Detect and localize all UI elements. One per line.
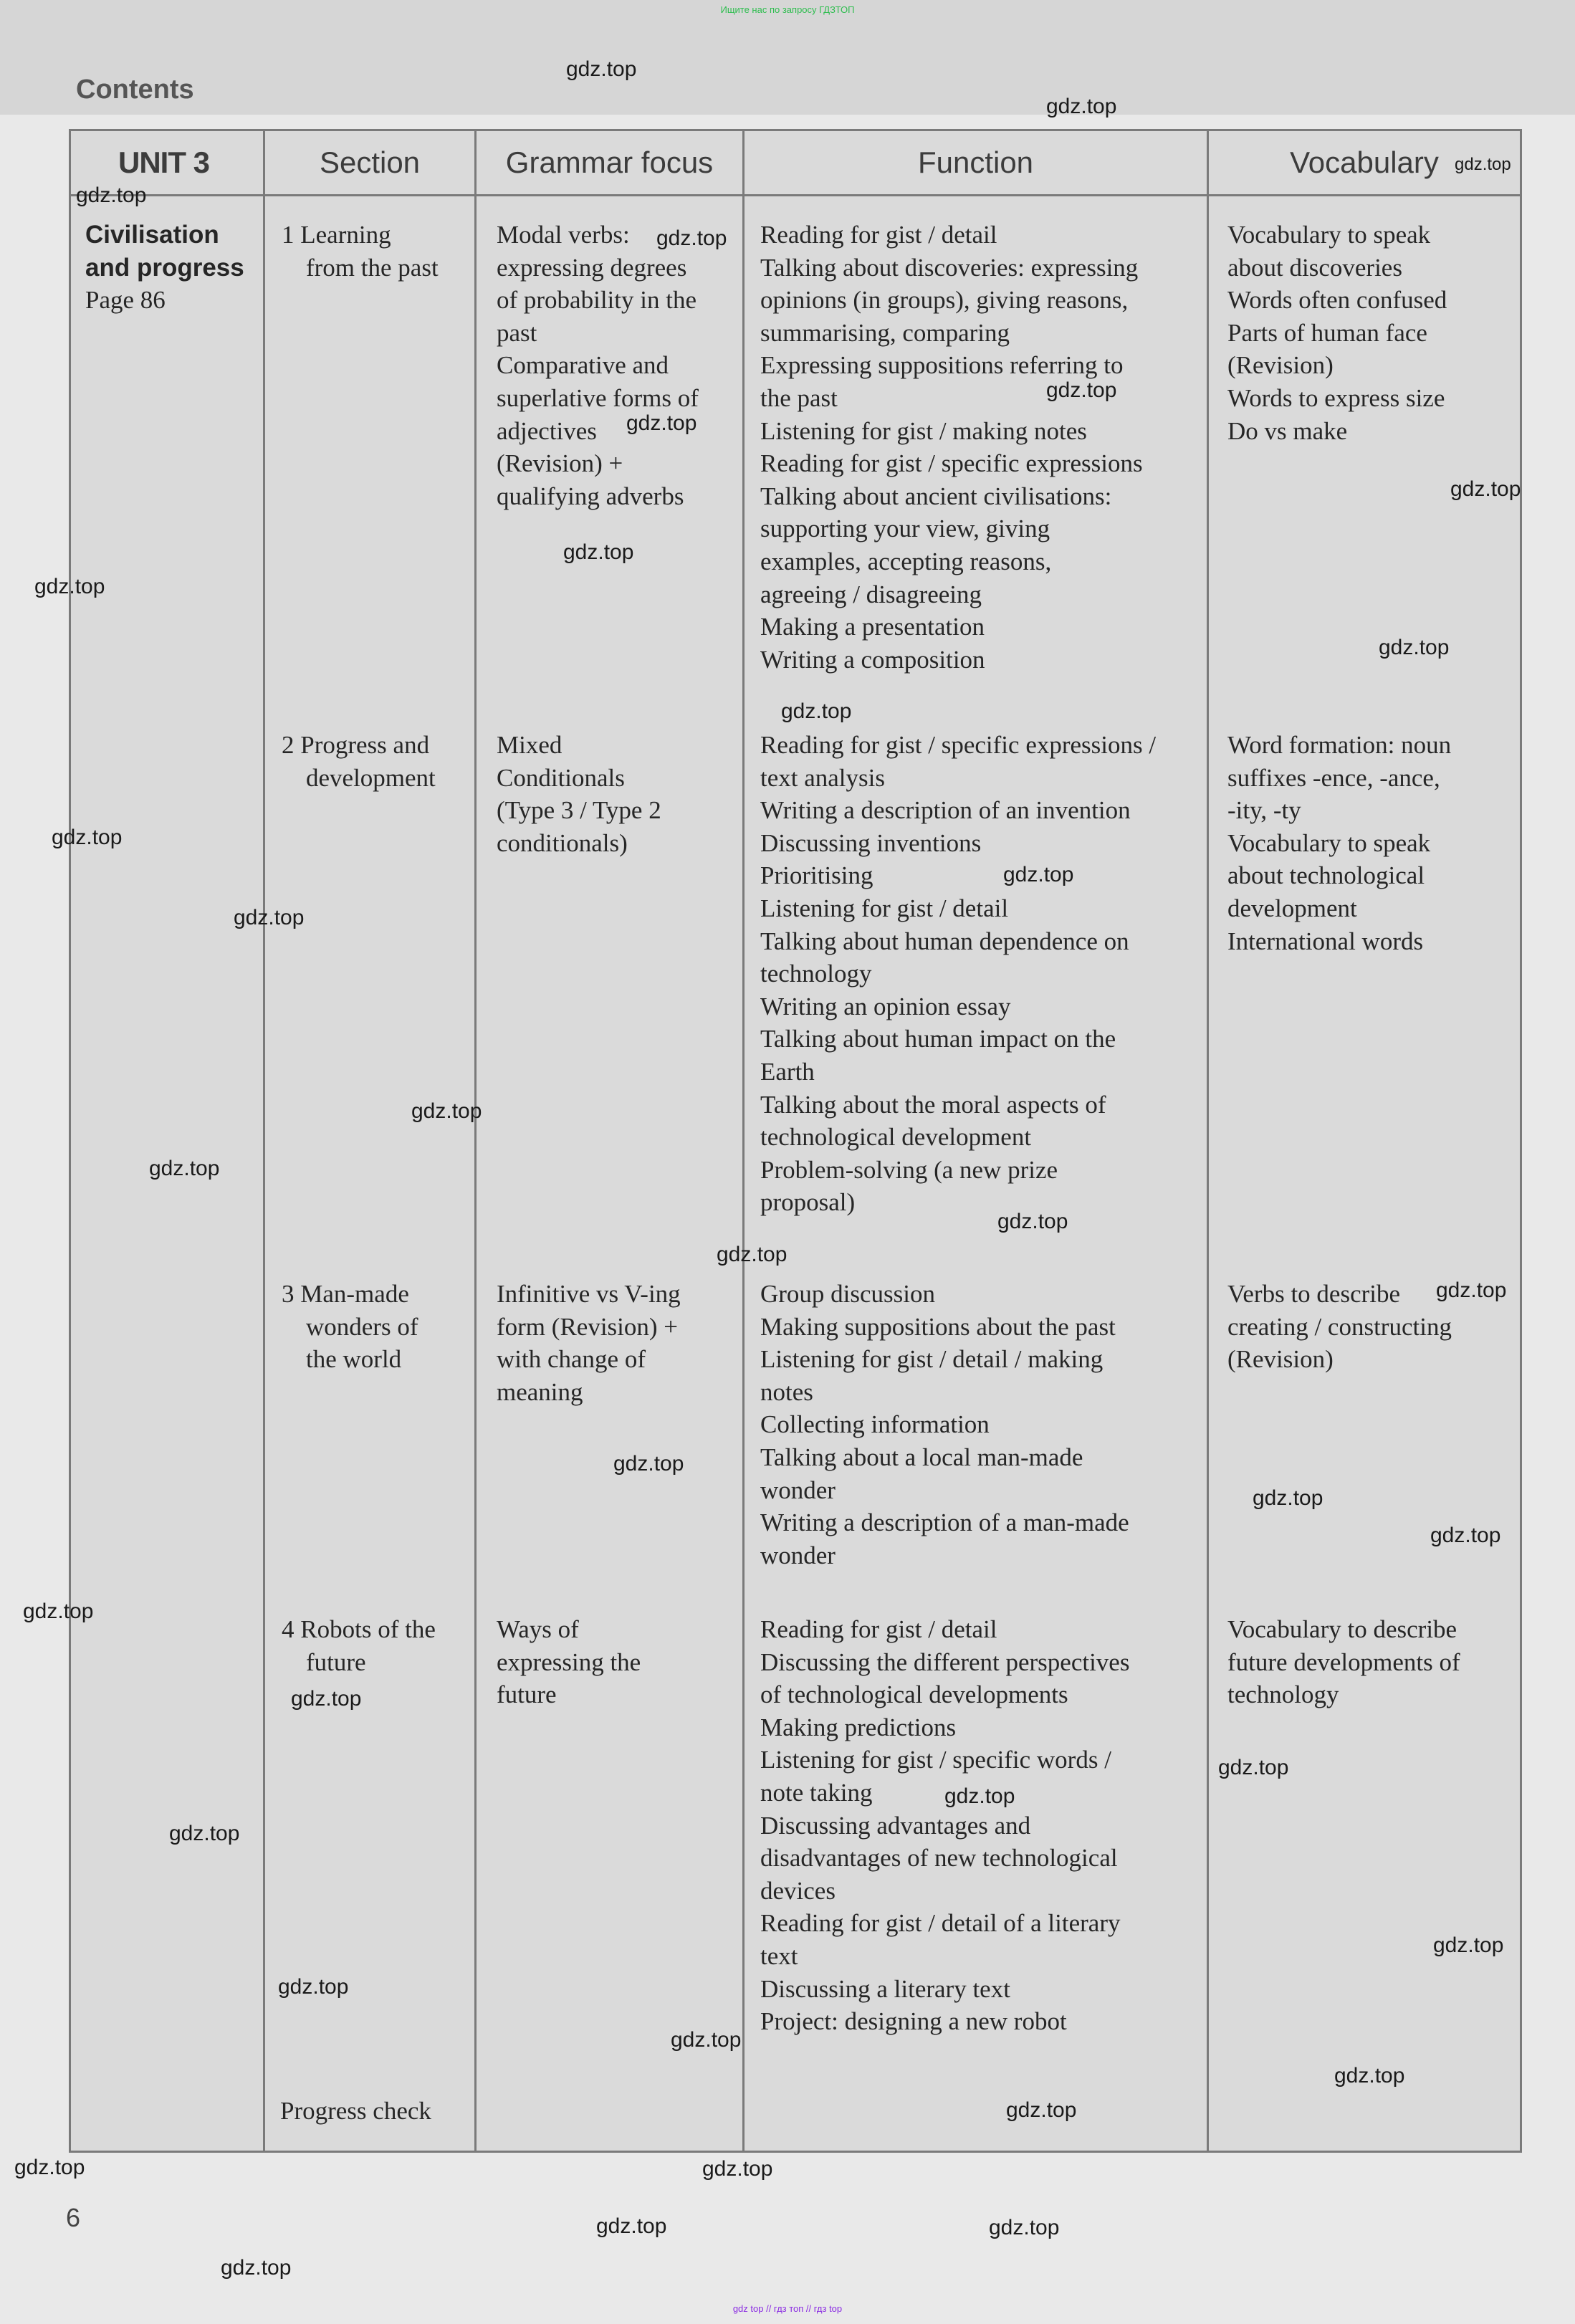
row-2-section-cell [282,729,436,794]
row-3-grammar-cell [497,1278,681,1408]
function-line: Listening for gist / specific words / [760,1746,1111,1774]
function-line: Writing a description of a man-made [760,1508,1129,1537]
vocabulary-line: Do vs make [1227,416,1348,445]
grammar-line: adjectives [497,416,597,445]
unit-cell [85,219,262,317]
vocabulary-line: about technological [1227,861,1425,890]
grammar-line: Modal verbs: [497,221,630,249]
function-line: opinions (in groups), giving reasons, [760,286,1129,315]
watermark-text: gdz.top [52,826,123,849]
grammar-line: Ways of [497,1615,579,1643]
watermark-text: gdz.top [169,1822,240,1845]
watermark-text: gdz.top [656,226,727,250]
function-line: Discussing the different perspectives [760,1648,1130,1676]
row-3-section-cell [282,1278,418,1376]
bottom-note[interactable]: gdz top // гдз топ // гдз top [732,2303,843,2314]
vocabulary-line: suffixes -ence, -ance, [1227,763,1440,792]
grammar-line: qualifying adverbs [497,482,684,510]
section-line: development [306,763,436,792]
vocabulary-line: creating / constructing [1227,1312,1452,1341]
function-line: Talking about a local man-made [760,1443,1083,1471]
row-3-function-cell [760,1278,1129,1572]
function-line: Discussing advantages and [760,1811,1031,1840]
vocabulary-line: technology [1227,1680,1339,1709]
section-line: wonders of [306,1312,418,1341]
row-2-vocabulary-cell [1227,729,1451,957]
grammar-line: with change of [497,1345,646,1374]
function-line: Listening for gist / detail [760,894,1009,922]
watermark-text: gdz.top [989,2216,1060,2239]
function-line: Reading for gist / detail of a literary [760,1909,1121,1938]
header-function: Function [917,145,1034,179]
page-number: 6 [66,2203,81,2232]
grammar-line: form (Revision) + [497,1312,679,1341]
function-line: supporting your view, giving [760,515,1050,543]
function-line: Talking about human dependence on [760,927,1129,955]
watermark-text: gdz.top [278,1975,349,1999]
row-2-function-cell [760,729,1156,1219]
row-4-vocabulary-cell [1227,1613,1460,1711]
function-line: Reading for gist / specific expressions / [760,731,1157,759]
grammar-line: conditionals) [497,828,628,857]
watermark-text: gdz.top [234,906,305,929]
watermark-text: gdz.top [1003,863,1074,886]
grammar-line: Conditionals [497,763,625,792]
watermark-text: gdz.top [1433,1933,1504,1957]
column-divider [263,131,265,2151]
watermark-text: gdz.top [23,1599,94,1623]
vocabulary-line: Word formation: noun [1227,731,1452,759]
watermark-text: gdz.top [671,2028,742,2052]
function-line: Reading for gist / detail [760,221,997,249]
function-line: Making predictions [760,1713,957,1741]
function-line: text [760,1941,798,1970]
function-line: Expressing suppositions referring to [760,351,1124,380]
header-unit: UNIT 3 [118,145,210,179]
function-line: wonder [760,1541,836,1569]
watermark-text: gdz.top [1450,477,1521,501]
section-line: 1 Learning [282,221,391,249]
function-line: Reading for gist / specific expressions [760,449,1143,478]
vocabulary-line: Vocabulary to speak [1227,221,1431,249]
watermark-text: gdz.top [717,1243,788,1266]
function-line: Earth [760,1057,815,1086]
vocabulary-line: Parts of human face [1227,318,1427,347]
header-divider [71,194,1520,196]
function-line: Writing a description of an invention [760,796,1131,825]
vocabulary-line: Verbs to describe [1227,1280,1401,1308]
watermark-text: gdz.top [14,2156,85,2179]
watermark-text: gdz.top [1218,1756,1289,1779]
function-line: Listening for gist / detail / making [760,1345,1104,1374]
watermark-text: gdz.top [1436,1278,1507,1302]
watermark-text: gdz.top [944,1784,1015,1808]
grammar-line: expressing the [497,1648,641,1676]
function-line: Talking about ancient civilisations: [760,482,1112,510]
unit-title-line: Civilisation [85,221,219,249]
function-line: examples, accepting reasons, [760,547,1052,575]
function-line: Writing an opinion essay [760,992,1011,1020]
watermark-text: gdz.top [1379,636,1450,659]
watermark-text: gdz.top [1430,1524,1501,1547]
function-line: Making a presentation [760,613,985,641]
function-line: Making suppositions about the past [760,1312,1116,1341]
vocabulary-line: Words often confused [1227,286,1447,315]
function-line: summarising, comparing [760,318,1010,347]
vocabulary-line: Vocabulary to speak [1227,828,1431,857]
grammar-line: (Type 3 / Type 2 [497,796,661,825]
function-line: Problem-solving (a new prize [760,1155,1058,1184]
watermark-text: gdz.top [291,1687,362,1711]
grammar-line: Infinitive vs V-ing [497,1280,681,1308]
function-line: Talking about the moral aspects of [760,1090,1106,1119]
vocabulary-line: future developments of [1227,1648,1460,1676]
watermark-text: gdz.top [563,540,634,564]
function-line: agreeing / disagreeing [760,580,982,608]
contents-table [69,129,1522,2153]
section-line: 4 Robots of the [282,1615,436,1643]
vocabulary-line: Words to express size [1227,383,1445,412]
row-1-function-cell [760,219,1143,676]
function-line: proposal) [760,1188,856,1217]
function-line: Talking about discoveries: expressing [760,253,1139,282]
function-line: wonder [760,1476,836,1504]
row-2-grammar-cell [497,729,661,859]
function-line: Prioritising [760,861,873,890]
grammar-line: future [497,1680,557,1709]
function-line: Project: designing a new robot [760,2007,1067,2036]
function-line: devices [760,1876,836,1905]
watermark-text: gdz.top [1334,2064,1405,2088]
page-top-band [0,0,1575,115]
section-line: 3 Man-made [282,1280,409,1308]
row-4-section-cell [282,1613,436,1678]
grammar-line: meaning [497,1377,583,1406]
vocabulary-line: (Revision) [1227,1345,1334,1374]
function-line: disadvantages of new technological [760,1844,1118,1873]
row-4-grammar-cell [497,1613,641,1711]
section-line: the world [306,1345,402,1374]
watermark-text: gdz.top [1253,1486,1323,1510]
vocabulary-line: (Revision) [1227,351,1334,380]
function-line: text analysis [760,763,885,792]
watermark-text: gdz.top [1046,378,1117,402]
function-line: note taking [760,1778,873,1807]
row-3-vocabulary-cell [1227,1278,1452,1376]
column-divider [1207,131,1209,2151]
function-line: Group discussion [760,1280,936,1308]
progress-check: Progress check [280,2097,431,2125]
vocabulary-line: development [1227,894,1357,922]
grammar-line: superlative forms of [497,383,699,412]
row-1-grammar-cell [497,219,699,512]
row-1-section-cell [282,219,439,284]
grammar-line: Mixed [497,731,562,759]
function-line: technology [760,960,872,988]
column-divider [742,131,745,2151]
grammar-line: expressing degrees [497,253,687,282]
vocabulary-line: -ity, -ty [1227,796,1301,825]
function-line: Reading for gist / detail [760,1615,997,1643]
vocabulary-line: Vocabulary to describe [1227,1615,1457,1643]
function-line: Listening for gist / making notes [760,416,1087,445]
header-section: Section [319,145,421,179]
section-line: future [306,1648,366,1676]
function-line: Talking about human impact on the [760,1025,1116,1053]
row-4-function-cell [760,1613,1129,2038]
page-title: Contents [76,75,194,105]
section-line: from the past [306,253,439,282]
section-line: 2 Progress and [282,731,430,759]
grammar-line: Comparative and [497,351,669,380]
watermark-text: gdz.top [1046,95,1117,118]
unit-page-ref: Page 86 [85,286,166,315]
function-line: the past [760,383,838,412]
function-line: Discussing a literary text [760,1974,1010,2003]
header-vocabulary: Vocabulary [1290,145,1439,179]
watermark-text: gdz.top [76,183,147,207]
watermark-text: gdz.top [626,411,697,435]
function-line: notes [760,1377,813,1406]
function-line: of technological developments [760,1680,1068,1709]
vocabulary-line: International words [1227,927,1424,955]
function-line: technological development [760,1123,1032,1152]
grammar-line: (Revision) + [497,449,623,478]
unit-title-line: and progress [85,253,244,282]
watermark-text: gdz.top [221,2256,292,2280]
grammar-line: past [497,318,537,347]
row-1-vocabulary-cell [1227,219,1447,447]
watermark-text: gdz.top [613,1452,684,1476]
watermark-text: gdz.top [149,1157,220,1180]
watermark-text: gdz.top [34,575,105,598]
watermark-text: gdz.top [702,2157,773,2181]
watermark-text: gdz.top [566,57,637,81]
watermark-text: gdz.top [1006,2098,1077,2122]
header-grammar-focus: Grammar focus [505,145,714,179]
watermark-text: gdz.top [596,2214,667,2238]
watermark-text: gdz.top [781,699,852,723]
column-divider [474,131,477,2151]
function-line: Writing a composition [760,645,985,674]
watermark-text: gdz.top [997,1210,1068,1233]
watermark-text: gdz.top [411,1099,482,1123]
watermark-text: gdz.top [1455,155,1511,174]
top-search-note[interactable]: Ищите нас по запросу ГДЗТОП [720,4,855,15]
function-line: Discussing inventions [760,828,982,857]
function-line: Collecting information [760,1410,990,1439]
grammar-line: of probability in the [497,286,696,315]
vocabulary-line: about discoveries [1227,253,1402,282]
